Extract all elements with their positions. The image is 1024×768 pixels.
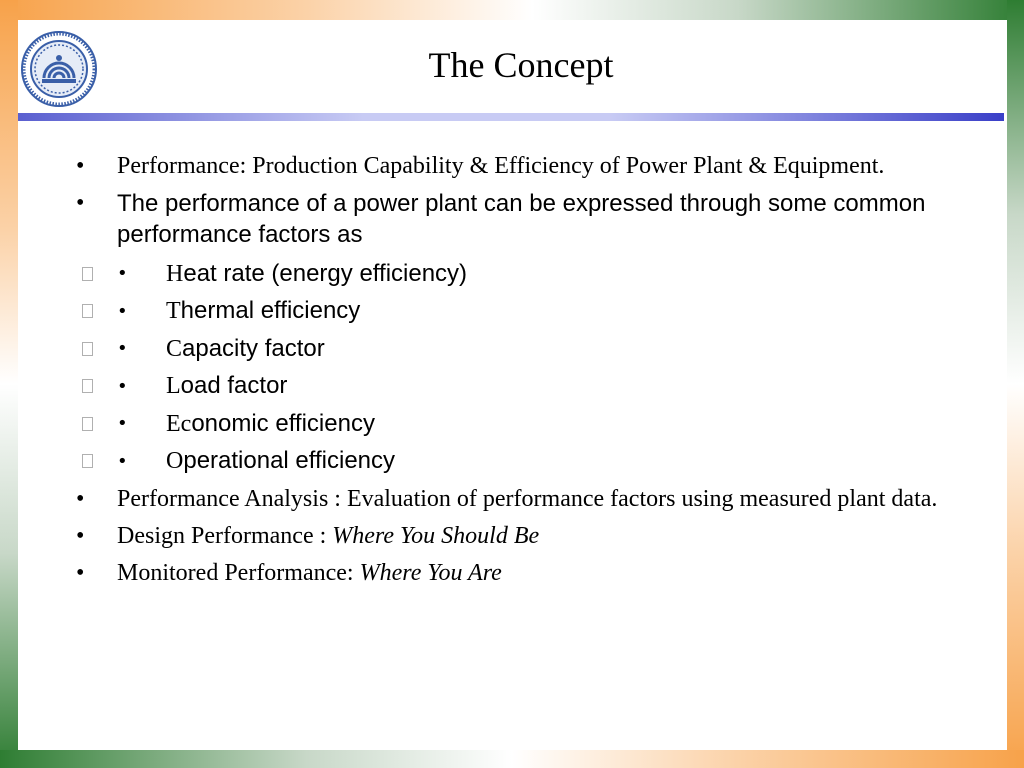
bullet-marker: • (76, 486, 85, 512)
slide-content (76, 151, 956, 589)
bullet-text (117, 558, 956, 589)
bullet-item (76, 484, 956, 515)
factor-item (76, 368, 956, 406)
bullet-marker: • (76, 560, 85, 586)
factor-item (76, 443, 956, 481)
factor-text (166, 372, 287, 400)
bullet-prefix: Design Performance : (117, 523, 333, 549)
missing-glyph-box (76, 342, 117, 356)
box-icon (82, 454, 93, 468)
factor-item (76, 293, 956, 331)
factor-initial: O (166, 448, 184, 475)
factor-text (166, 447, 395, 475)
border-bottom (0, 750, 1024, 768)
slide-title: The Concept (428, 45, 614, 85)
factor-item (76, 255, 956, 293)
box-icon (82, 304, 93, 318)
factor-initial: H (166, 260, 184, 287)
factor-dot: • (117, 300, 128, 322)
bullet-prefix: Monitored Performance: (117, 560, 360, 586)
factor-rest: hermal efficiency (180, 297, 361, 325)
title-underline-bar (18, 113, 1004, 121)
factor-rest: oad factor (180, 372, 288, 400)
border-top (0, 0, 1024, 20)
factor-rest: onomic efficiency (191, 409, 375, 437)
factor-dot: • (117, 263, 128, 285)
bullet-marker: • (76, 523, 85, 549)
factor-item (76, 330, 956, 368)
bullet-item (76, 151, 956, 182)
bullet-emphasis: Where You Are (359, 560, 502, 586)
bullet-item (76, 188, 956, 250)
missing-glyph-box (76, 417, 117, 431)
factor-item (76, 405, 956, 443)
missing-glyph-box (76, 454, 117, 468)
bullet-item (76, 521, 956, 552)
border-left (0, 0, 18, 768)
factor-rest: perational efficiency (183, 447, 396, 475)
factor-text (166, 410, 375, 438)
factor-dot: • (117, 450, 128, 472)
factor-rest: apacity factor (182, 334, 325, 362)
factor-dot: • (117, 375, 128, 397)
factor-initial: L (166, 373, 181, 400)
factor-text (166, 335, 325, 363)
factor-text (166, 260, 467, 288)
missing-glyph-box (76, 267, 117, 281)
factor-dot: • (117, 338, 128, 360)
missing-glyph-box (76, 304, 117, 318)
factor-initial: T (166, 298, 181, 325)
factor-dot: • (117, 413, 128, 435)
bullet-marker: • (76, 190, 85, 216)
bullet-text: The performance of a power plant can be expressed through some common performance factors as (117, 190, 926, 248)
factor-text (166, 297, 360, 325)
factor-rest: eat rate (energy efficiency) (183, 259, 468, 287)
bullet-text: Performance Analysis : Evaluation of performance factors using measured plant data. (117, 486, 938, 512)
factor-initial: C (166, 335, 183, 362)
box-icon (82, 379, 93, 393)
bullet-marker: • (76, 153, 85, 179)
border-right (1007, 0, 1024, 768)
factor-initial: Ec (166, 410, 192, 437)
bullet-item (76, 558, 956, 589)
box-icon (82, 342, 93, 356)
box-icon (82, 267, 93, 281)
bullet-emphasis: Where You Should Be (332, 523, 540, 549)
box-icon (82, 417, 93, 431)
slide-body (18, 20, 1007, 750)
bullet-text: Performance: Production Capability & Efficiency of Power Plant & Equipment. (117, 153, 885, 179)
bullet-text (117, 521, 956, 552)
missing-glyph-box (76, 379, 117, 393)
